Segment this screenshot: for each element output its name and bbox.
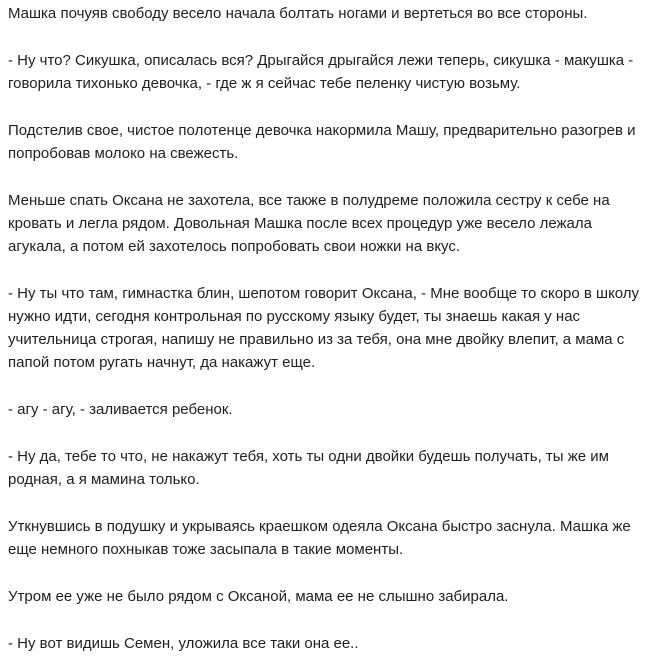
paragraph-9: Утром ее уже не было рядом с Оксаной, мама ее не слышно забирала. bbox=[8, 588, 509, 605]
paragraph-1: Машка почуяв свободу весело начала болтать ногами и вертеться во все стороны. bbox=[8, 5, 588, 22]
paragraph-10: - Ну вот видишь Семен, уложила все таки она ее.. bbox=[8, 635, 359, 652]
paragraph-4: Меньше спать Оксана не захотела, все также в полудреме положила сестру к себе на кровать и легла рядом. Довольная Машка после всех процедур уже весело лежала агукала, а потом ей захотелось попробовать свои ножки на вкус. bbox=[8, 192, 610, 255]
paragraph-8: Уткнувшись в подушку и укрываясь краешком одеяла Оксана быстро заснула. Машка же еще немного похныкав тоже засыпала в такие моменты. bbox=[8, 518, 631, 558]
paragraph-3: Подстелив свое, чистое полотенце девочка накормила Машу, предварительно разогрев и попробовав молоко на свежесть. bbox=[8, 122, 636, 162]
paragraph-5: - Ну ты что там, гимнастка блин, шепотом говорит Оксана, - Мне вообще то скоро в школу нужно идти, сегодня контрольная по русскому языку будет, ты знаешь какая у нас учительница строгая, напишу не правильно из за тебя, она мне двойку влепит, а мама с папой потом ругать начнут, да накажут еще. bbox=[8, 285, 640, 371]
paragraph-2: - Ну что? Сикушка, описалась вся? Дрыгайся дрыгайся лежи теперь, сикушка - макушка - говорила тихонько девочка, - где ж я сейчас тебе пеленку чистую возьму. bbox=[8, 52, 634, 92]
paragraph-7: - Ну да, тебе то что, не накажут тебя, хоть ты одни двойки будешь получать, ты же им родная, а я мамина только. bbox=[8, 448, 609, 488]
paragraph-6: - агу - агу, - заливается ребенок. bbox=[8, 401, 233, 418]
